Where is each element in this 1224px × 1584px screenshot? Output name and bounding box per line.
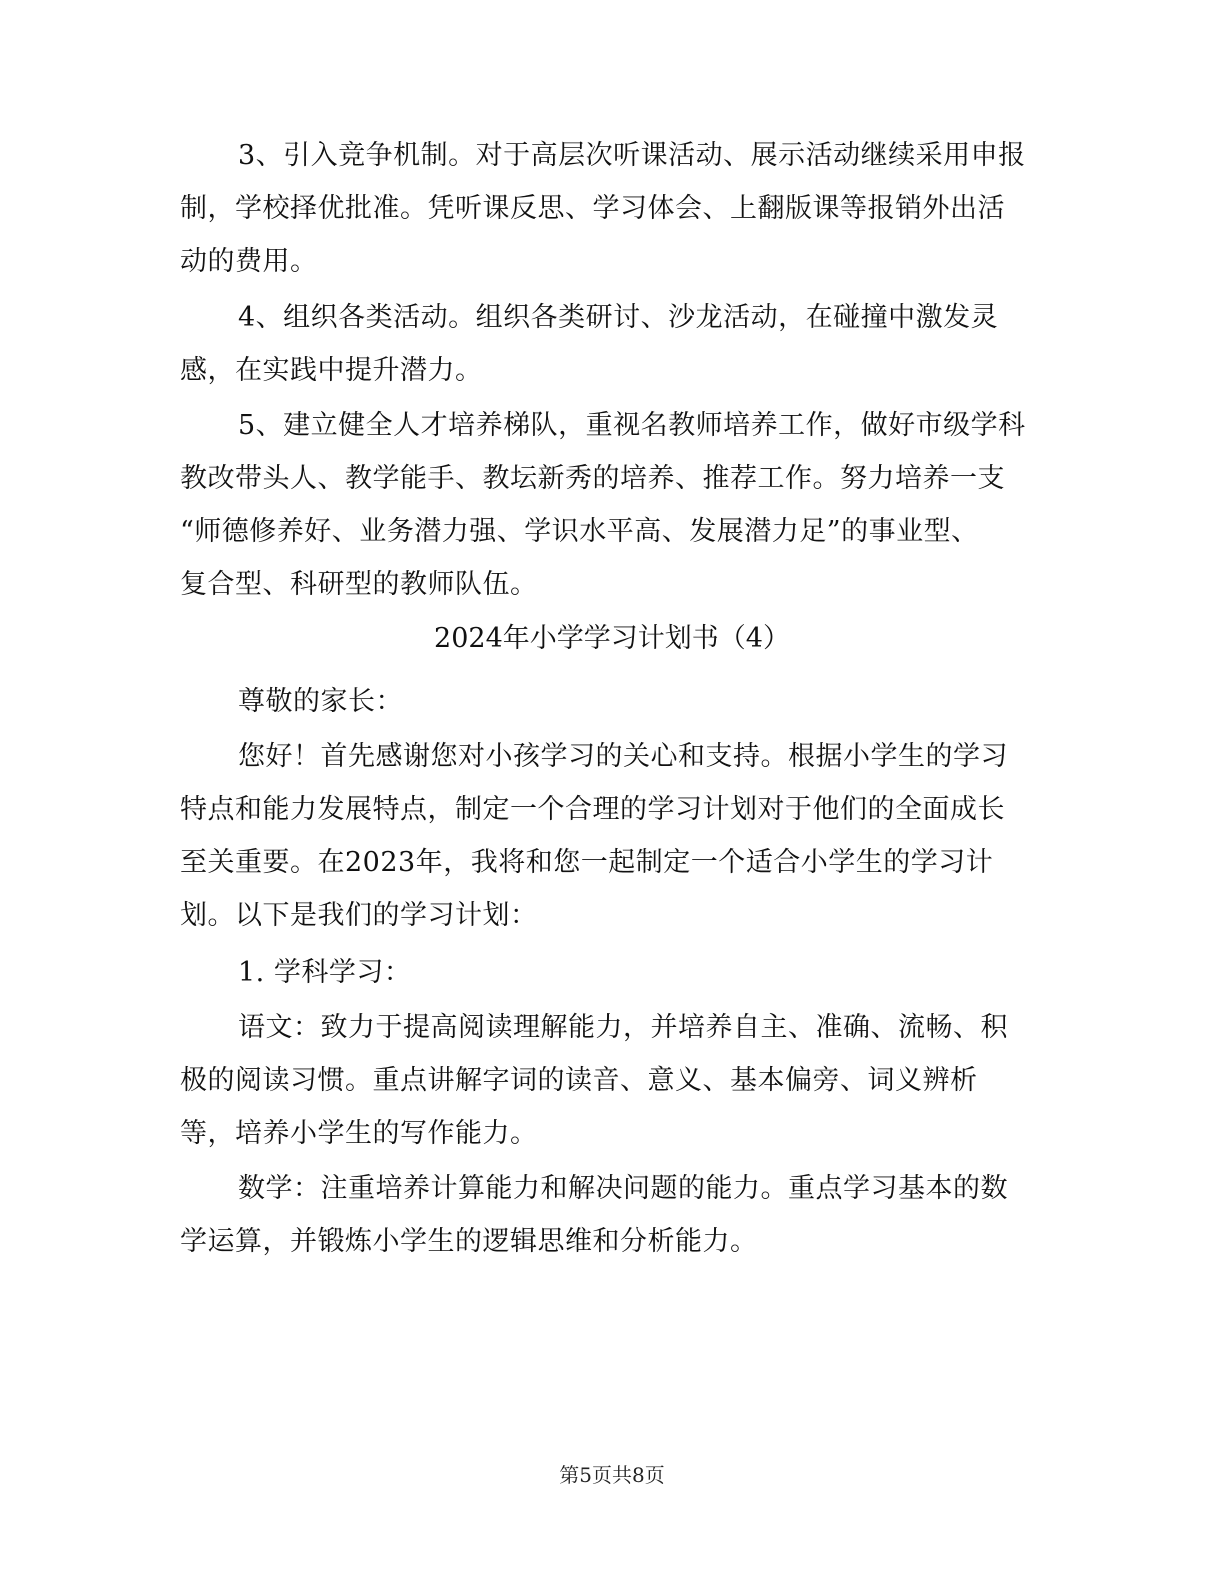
paragraph-line: 至关重要。在2023年，我将和您一起制定一个适合小学生的学习计 [180, 847, 994, 878]
paragraph-line: 数学：注重培养计算能力和解决问题的能力。重点学习基本的数 [238, 1173, 1008, 1204]
paragraph-line: 极的阅读习惯。重点讲解字词的读音、意义、基本偏旁、词义辨析 [180, 1065, 978, 1096]
paragraph-line: 复合型、科研型的教师队伍。 [180, 569, 538, 600]
paragraph-line: 5、建立健全人才培养梯队，重视名教师培养工作，做好市级学科 [238, 410, 1026, 441]
paragraph-line: 您好！首先感谢您对小孩学习的关心和支持。根据小学生的学习 [238, 741, 1008, 772]
paragraph-line: 学运算，并锻炼小学生的逻辑思维和分析能力。 [180, 1226, 758, 1257]
page-footer: 第5页共8页 [559, 1463, 665, 1487]
paragraph-line: 4、组织各类活动。组织各类研讨、沙龙活动，在碰撞中激发灵 [238, 302, 999, 333]
paragraph-line: “师德修养好、业务潜力强、学识水平高、发展潜力足”的事业型、 [180, 516, 979, 547]
paragraph-line: 等，培养小学生的写作能力。 [180, 1118, 538, 1149]
paragraph-line: 3、引入竞争机制。对于高层次听课活动、展示活动继续采用申报 [238, 140, 1026, 171]
paragraph-line: 感，在实践中提升潜力。 [180, 355, 483, 386]
paragraph-line: 划。以下是我们的学习计划： [180, 900, 538, 931]
paragraph-line: 语文：致力于提高阅读理解能力，并培养自主、准确、流畅、积 [238, 1012, 1008, 1043]
salutation: 尊敬的家长： [238, 686, 403, 717]
list-heading: 1. 学科学习： [238, 957, 412, 988]
paragraph-line: 特点和能力发展特点，制定一个合理的学习计划对于他们的全面成长 [180, 794, 1005, 825]
section-title: 2024年小学学习计划书（4） [434, 623, 790, 654]
paragraph-line: 动的费用。 [180, 246, 318, 277]
paragraph-line: 制，学校择优批准。凭听课反思、学习体会、上翻版课等报销外出活 [180, 193, 1005, 224]
paragraph-line: 教改带头人、教学能手、教坛新秀的培养、推荐工作。努力培养一支 [180, 463, 1005, 494]
